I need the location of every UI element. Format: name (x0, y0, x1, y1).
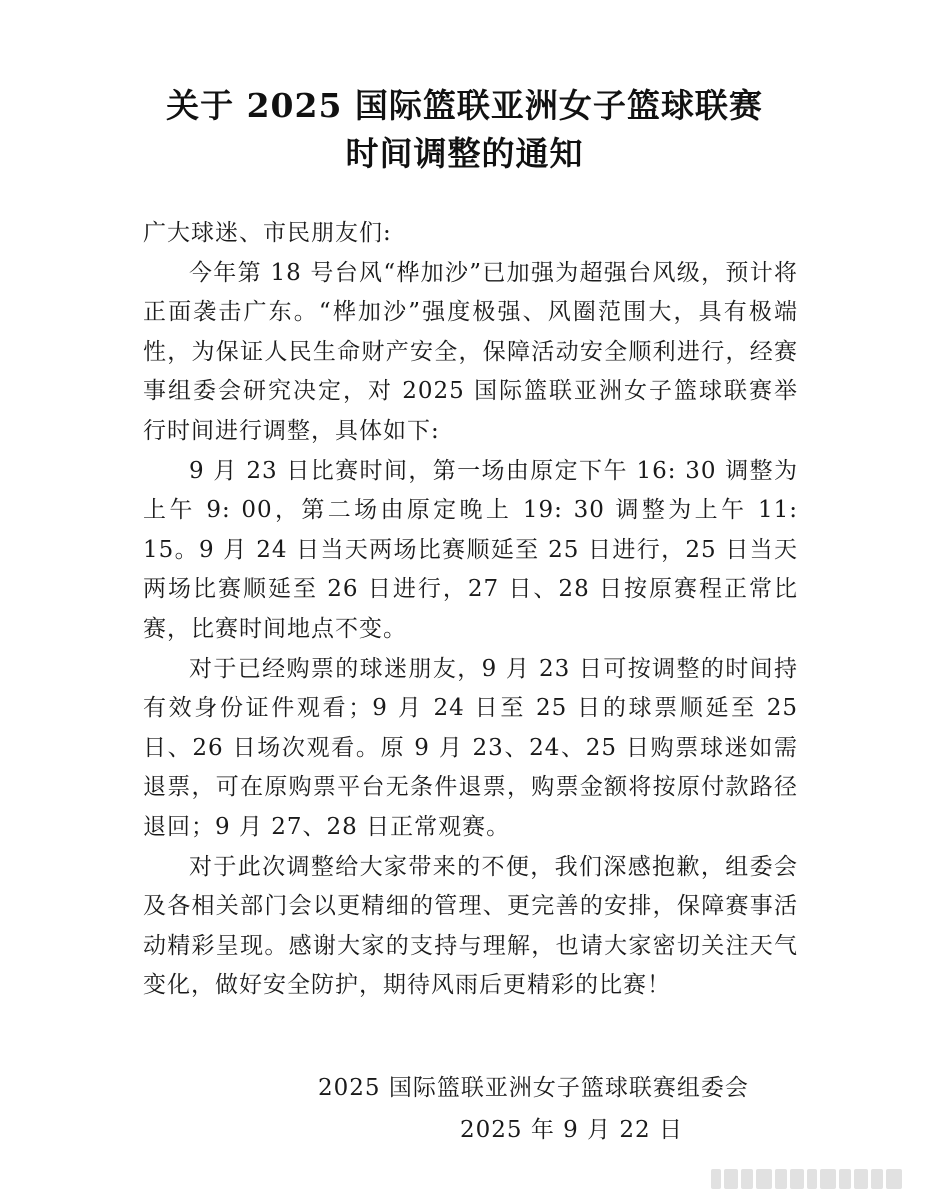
notice-title-line2: 时间调整的通知 (345, 134, 584, 173)
salutation: 广大球迷、市民朋友们: (143, 220, 392, 246)
signature-date: 2025 年 9 月 22 日 (460, 1117, 683, 1143)
notice-body (143, 214, 798, 1006)
paragraph-typhoon-announcement: 今年第 18 号台风“桦加沙”已加强为超强台风级，预计将正面袭击广东。“桦加沙”强度极强、风圈范围大，具有极端性，为保证人民生命财产安全，保障活动安全顺利进行，经赛事组委会研究决定，对 2025 国际篮联亚洲女子篮球联赛举行时间进行调整，具体如下: (143, 259, 798, 444)
paragraph-ticket-info: 对于已经购票的球迷朋友，9 月 23 日可按调整的时间持有效身份证件观看；9 月 24 日至 25 日的球票顺延至 25 日、26 日场次观看。原 9 月 23、24、25 日购票球迷如需退票，可在原购票平台无条件退票，购票金额将按原付款路径退回；9 月 27、28 日正常观赛。 (143, 655, 798, 840)
paragraph-schedule-change: 9 月 23 日比赛时间，第一场由原定下午 16: 30 调整为上午 9: 00，第二场由原定晚上 19: 30 调整为上午 11: 15。9 月 24 日当天两场比赛顺延至 25 日进行，25 日当天两场比赛顺延至 26 日进行，27 日、28 日按原赛程正常比赛，比赛时间地点不变。 (143, 457, 798, 642)
notice-title-line1: 关于 2025 国际篮联亚洲女子篮球联赛 (166, 86, 763, 125)
paragraph-apology: 对于此次调整给大家带来的不便，我们深感抱歉，组委会及各相关部门会以更精细的管理、更完善的安排，保障赛事活动精彩呈现。感谢大家的支持与理解，也请大家密切关注天气变化，做好安全防护，期待风雨后更精彩的比赛！ (143, 853, 798, 999)
watermark-logo (711, 1166, 921, 1192)
signature-organizer: 2025 国际篮联亚洲女子篮球联赛组委会 (318, 1075, 749, 1101)
